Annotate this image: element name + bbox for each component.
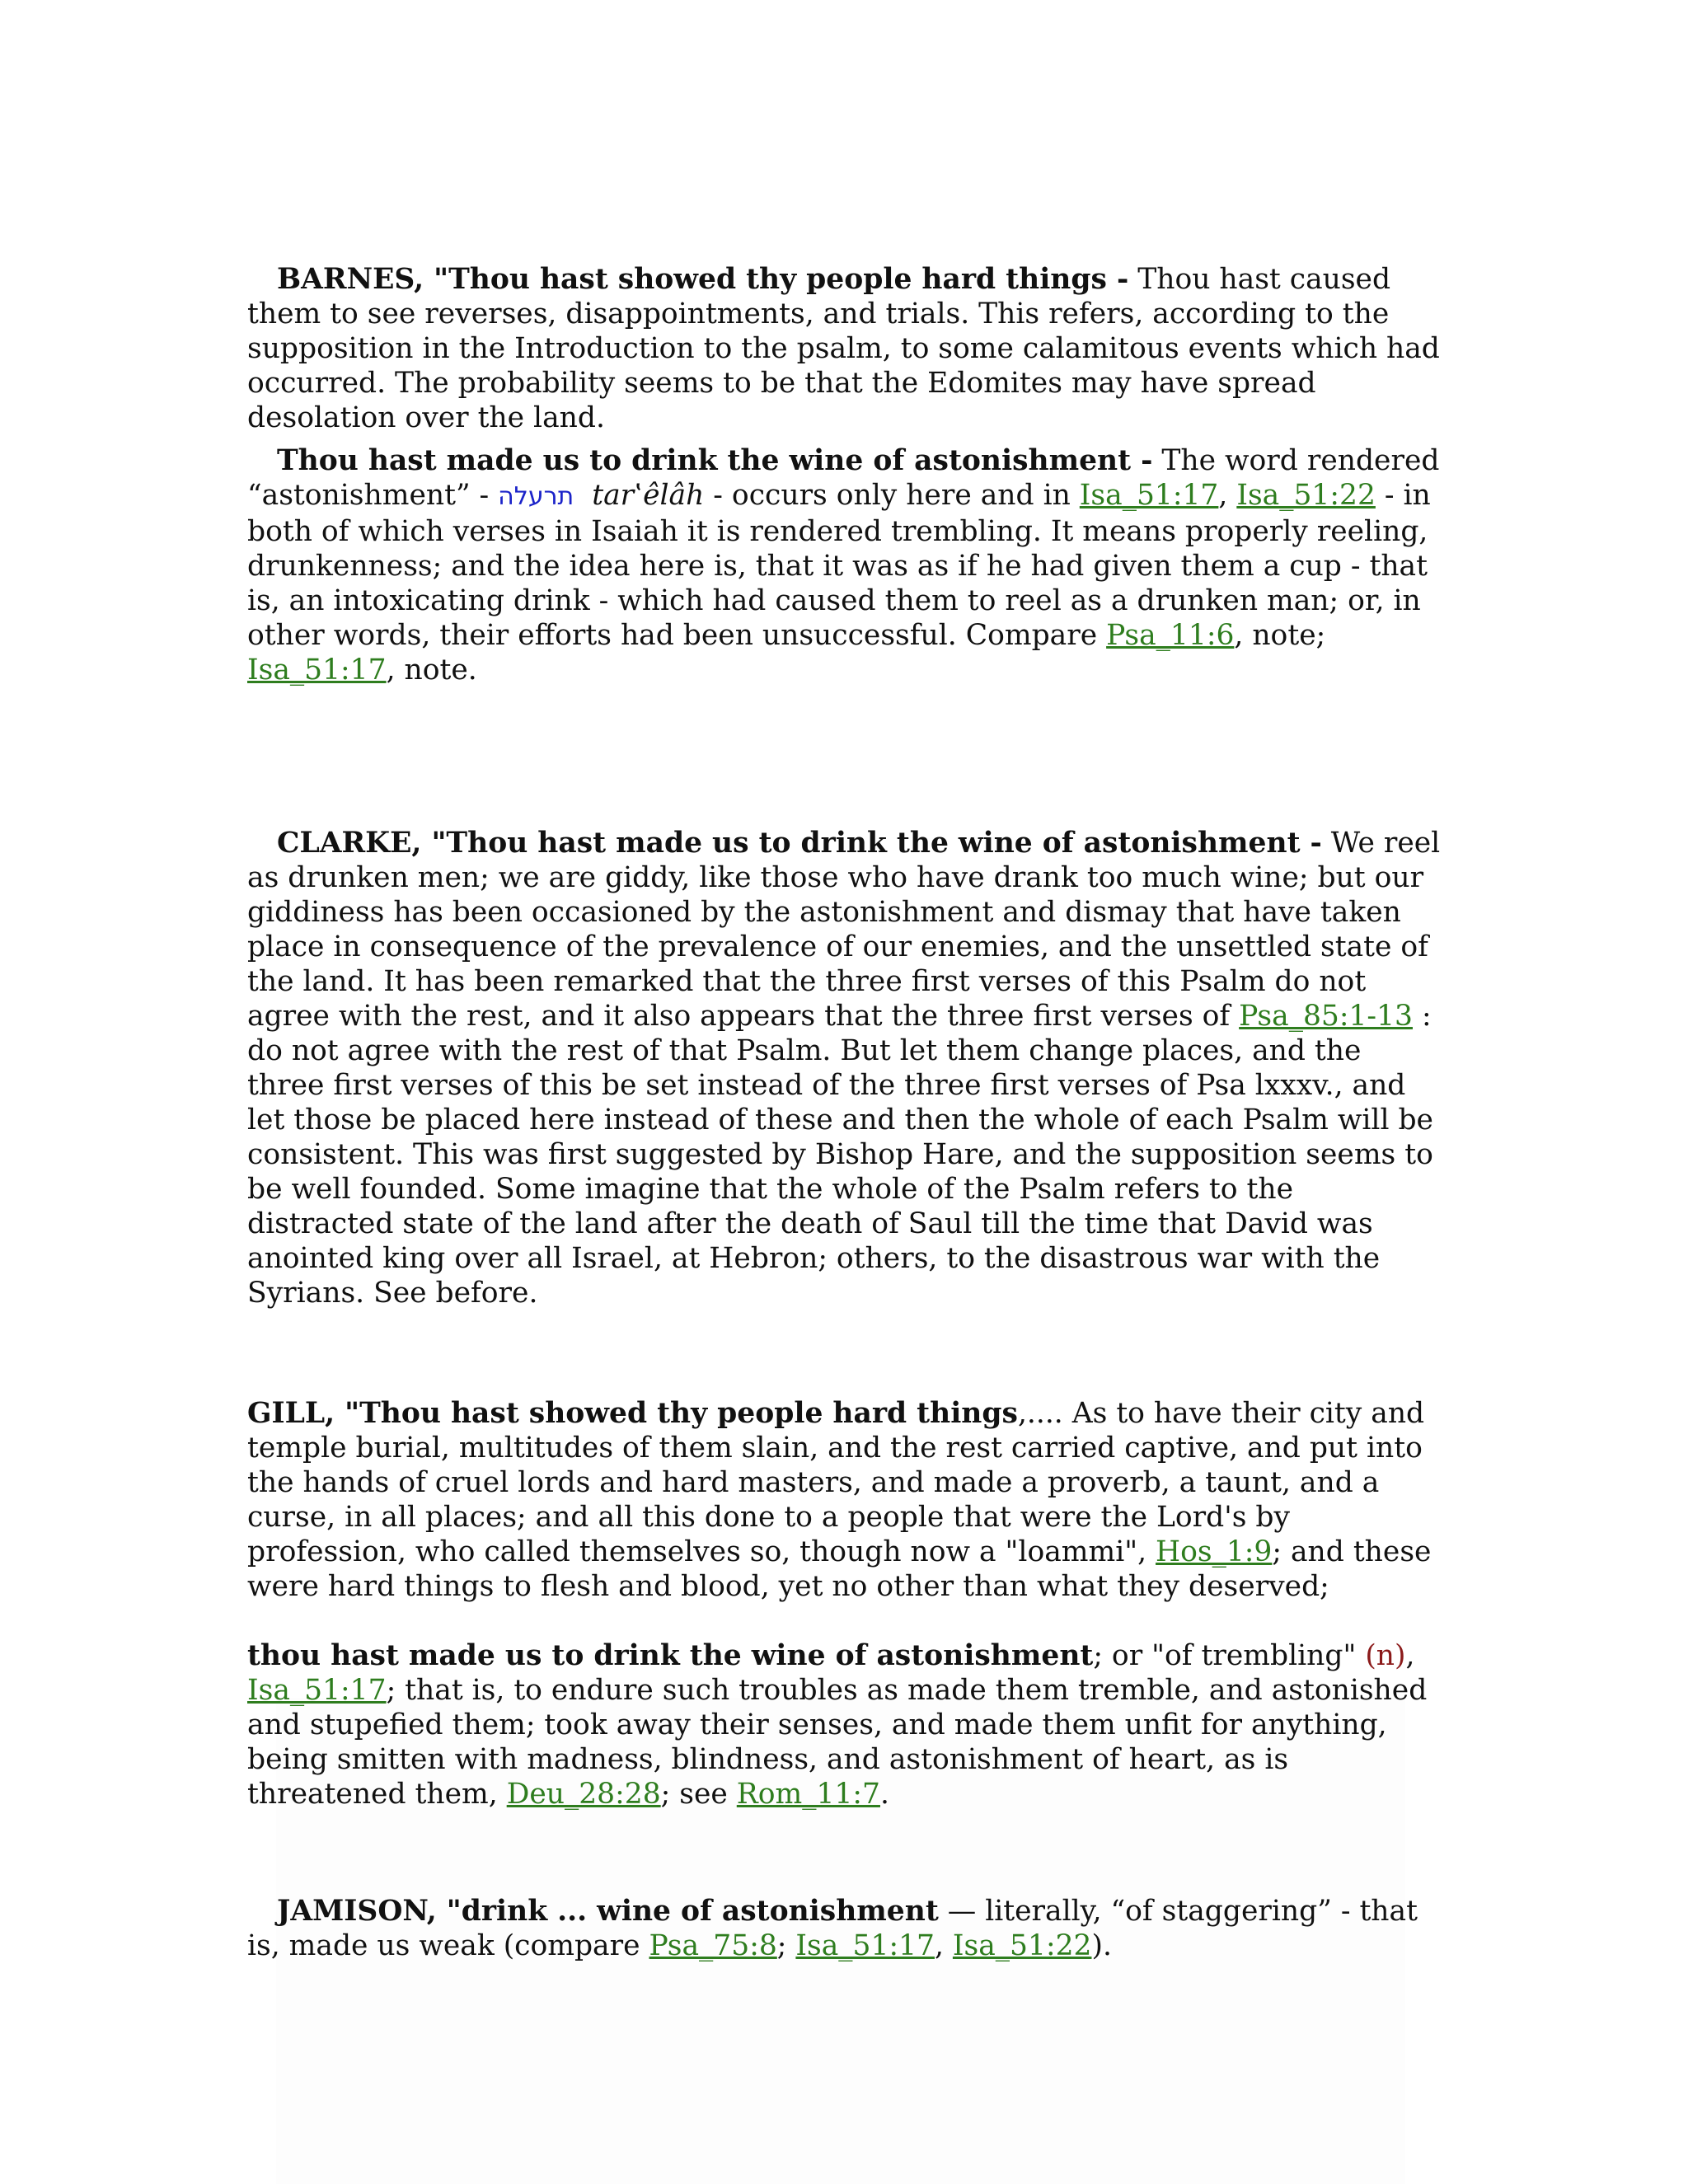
clarke-paragraph: [247, 826, 1442, 1310]
jamison-text: ).: [1091, 1929, 1112, 1962]
gill-text: ; or "of trembling": [1093, 1639, 1366, 1672]
gill-paragraph-2: [247, 1638, 1442, 1811]
clarke-text: : do not agree with the rest of that Psalm. But let them change places, and the three first verses of this be set instead of the three first verses of Psa lxxxv., and let those be placed here instead of these and then the whole of each Psalm will be consistent. This was first suggested by Bishop Hare, and the supposition seems to be well founded. Some imagine that the whole of the Psalm refers to the distracted state of the land after the death of Saul till the time that David was anointed king over all Israel, at Hebron; others, to the disastrous war with the Syrians. See before.: [247, 1000, 1433, 1310]
scripture-link[interactable]: Isa_51:17: [1079, 479, 1219, 512]
scripture-link[interactable]: Deu_28:28: [506, 1778, 661, 1811]
gill-paragraph-1: [247, 1396, 1442, 1604]
barnes-text: - in both of which verses in Isaiah it is rendered trembling. It means properly reeling, drunkenness; and the idea here is, that it was as if he had given them a cup - that is, an intoxicating drink - which had caused them to reel as a drunken man; or, in other words, their efforts had been unsuccessful. Compare: [247, 479, 1431, 652]
scripture-link[interactable]: Isa_51:17: [247, 654, 387, 687]
barnes-lead: BARNES, "Thou hast showed thy people hard things -: [277, 263, 1129, 296]
gill-text: ; and these were hard things to flesh and blood, yet no other than what they deserved;: [247, 1535, 1432, 1603]
jamison-lead: JAMISON, "drink ... wine of astonishment: [277, 1895, 939, 1928]
gill-text: ,: [1405, 1639, 1415, 1672]
gill-lead: GILL, "Thou hast showed thy people hard things: [247, 1397, 1018, 1430]
jamison-text: ;: [776, 1929, 796, 1962]
scripture-link[interactable]: Psa_11:6: [1106, 619, 1235, 652]
jamison-text: — literally, “of staggering” - that is, made us weak (compare: [247, 1895, 1418, 1962]
jamison-paragraph: [247, 1894, 1442, 1963]
barnes-paragraph-1: [247, 262, 1442, 435]
scripture-link[interactable]: Isa_51:22: [1236, 479, 1376, 512]
scripture-link[interactable]: Isa_51:17: [247, 1674, 387, 1707]
scripture-link[interactable]: Hos_1:9: [1156, 1535, 1273, 1568]
gill-text: .: [879, 1778, 889, 1811]
scripture-link[interactable]: Psa_85:1-13: [1239, 1000, 1413, 1033]
hebrew-word: תרעלה: [498, 482, 574, 511]
barnes-text: Thou hast caused them to see reverses, disappointments, and trials. This refers, according to the supposition in the Introduction to the psalm, to some calamitous events which had occurred. The probability seems to be that the Edomites may have spread desolation over the land.: [247, 263, 1440, 434]
scripture-link[interactable]: Psa_75:8: [649, 1929, 777, 1962]
barnes-text: ,: [1218, 479, 1237, 512]
clarke-lead: CLARKE, "Thou hast made us to drink the wine of astonishment -: [277, 827, 1322, 860]
barnes-text: The word rendered “astonishment” -: [247, 444, 1440, 512]
gill-text: ; that is, to endure such troubles as made them tremble, and astonished and stupefied them; took away their senses, and made them unfit for anything, being smitten with madness, blindness, and astonishment of heart, as is threatened them,: [247, 1674, 1428, 1811]
barnes-text: - occurs only here and in: [704, 479, 1080, 512]
scripture-link[interactable]: Isa_51:17: [795, 1929, 935, 1962]
commentary-page: [247, 262, 1442, 1963]
gill-subheading: thou hast made us to drink the wine of astonishment: [247, 1639, 1094, 1672]
scripture-link[interactable]: Rom_11:7: [736, 1778, 880, 1811]
transliteration: tar‛êlâh: [592, 479, 705, 512]
barnes-subheading: Thou hast made us to drink the wine of astonishment -: [277, 444, 1153, 477]
barnes-text: , note.: [386, 654, 477, 687]
jamison-text: ,: [934, 1929, 953, 1962]
barnes-paragraph-2: [247, 443, 1442, 687]
barnes-text: , note;: [1234, 619, 1326, 652]
clarke-text: We reel as drunken men; we are giddy, like those who have drank too much wine; but our giddiness has been occasioned by the astonishment and dismay that have taken place in consequence of the prevalence of our enemies, and the unsettled state of the land. It has been remarked that the three first verses of this Psalm do not agree with the rest, and it also appears that the three first verses of: [247, 827, 1441, 1033]
scripture-link[interactable]: Isa_51:22: [952, 1929, 1092, 1962]
gill-text: ,.... As to have their city and temple burial, multitudes of them slain, and the rest carried captive, and put into the hands of cruel lords and hard masters, and made a proverb, a taunt, and a curse, in all places; and all this done to a people that were the Lord's by profession, who called themselves so, though now a "loammi",: [247, 1397, 1425, 1568]
gill-text: ; see: [660, 1778, 737, 1811]
footnote-marker[interactable]: (n): [1365, 1639, 1406, 1672]
